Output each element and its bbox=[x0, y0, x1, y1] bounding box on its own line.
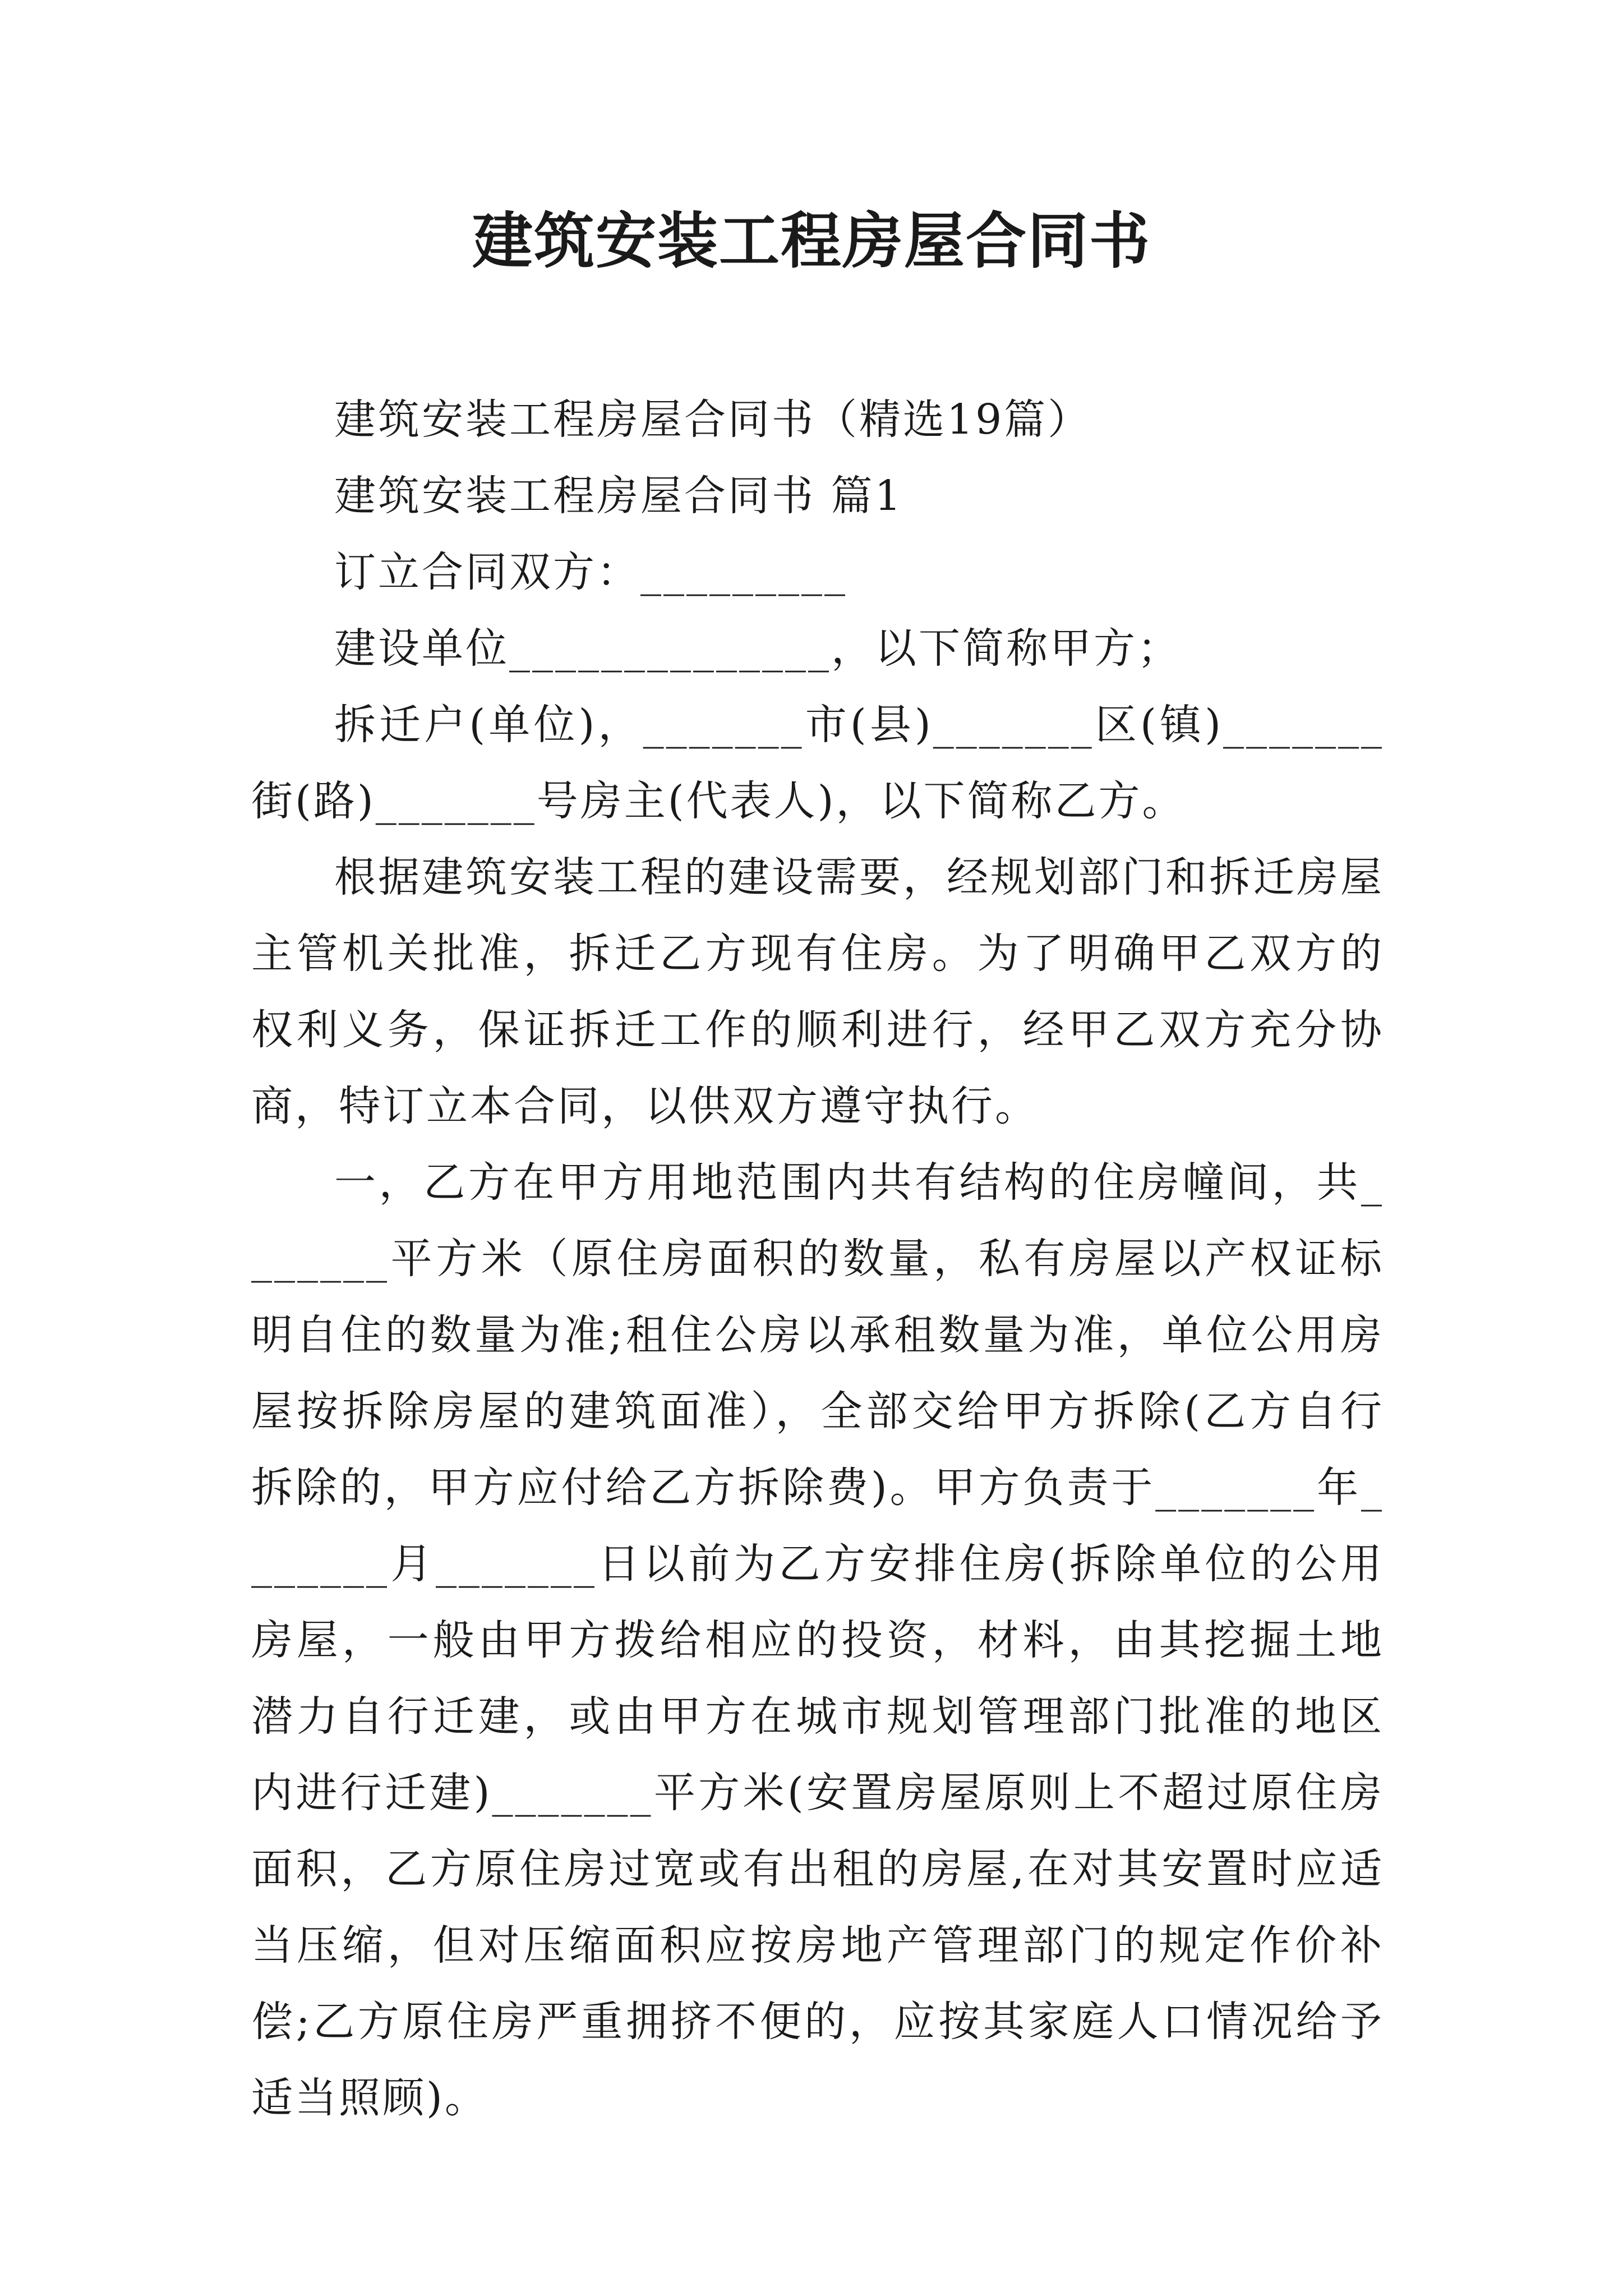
paragraph-contract-parties: 订立合同双方：_________ bbox=[334, 548, 847, 596]
paragraph-party-b: 拆迁户(单位)，_______市(县)_______区(镇)_______街(路)_______号房主(代表人)，以下简称乙方。 bbox=[251, 701, 1384, 825]
document-title: 建筑安装工程房屋合同书 bbox=[472, 206, 1151, 277]
paragraph-clause-1: 一，乙方在甲方用地范围内共有结构的住房幢间，共_______平方米（原住房面积的数量，私有房屋以产权证标明自住的数量为准;租住公房以承租数量为准，单位公用房屋按拆除房屋的建筑面准），全部交给甲方拆除(乙方自行拆除的，甲方应付给乙方拆除费)。甲方负责于_______年_______月_______日以前为乙方安排住房(拆除单位的公用房屋，一般由甲方拨给相应的投资，材料，由其挖掘土地潜力自行迁建，或由甲方在城市规划管理部门批准的地区内进行迁建)_______平方米(安置房屋原则上不超过原住房面积，乙方原住房过宽或有出租的房屋,在对其安置时应适当压缩，但对压缩面积应按房地产管理部门的规定作价补偿;乙方原住房严重拥挤不便的，应按其家庭人口情况给予适当照顾)。 bbox=[251, 1158, 1384, 2122]
paragraph-subtitle: 建筑安装工程房屋合同书（精选19篇） bbox=[334, 395, 1092, 444]
document-body bbox=[251, 381, 1384, 2136]
paragraph-party-a: 建设单位______________，以下简称甲方； bbox=[334, 624, 1181, 673]
paragraph-preamble: 根据建筑安装工程的建设需要，经规划部门和拆迁房屋主管机关批准，拆迁乙方现有住房。为了明确甲乙双方的权利义务，保证拆迁工作的顺利进行，经甲乙双方充分协商，特订立本合同，以供双方遵守执行。 bbox=[251, 853, 1384, 1130]
paragraph-chapter-heading: 建筑安装工程房屋合同书 篇1 bbox=[334, 472, 903, 520]
